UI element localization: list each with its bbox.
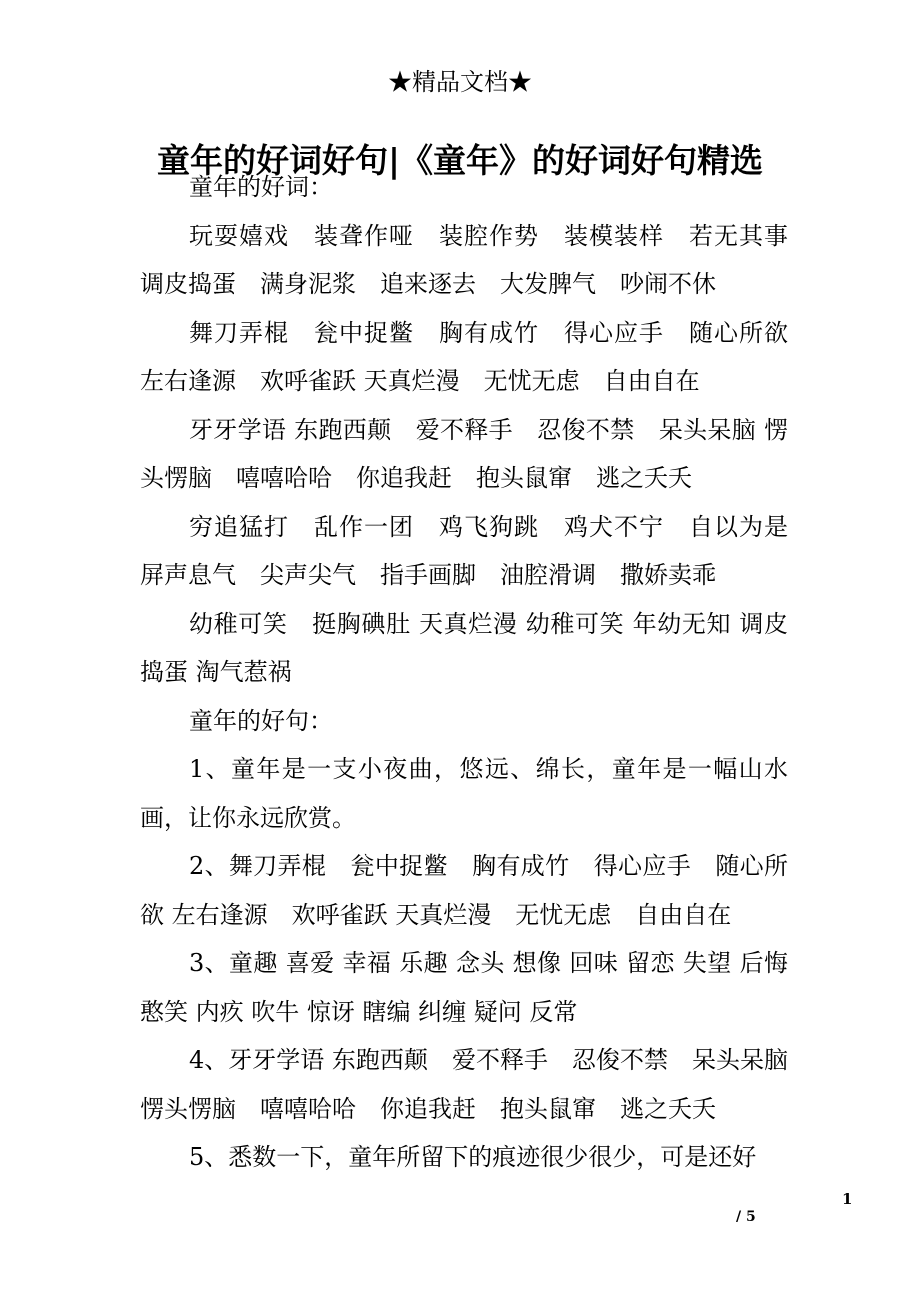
page-number: 1 (842, 1190, 853, 1208)
word-list-paragraph: 幼稚可笑 挺胸碘肚 天真烂漫 幼稚可笑 年幼无知 调皮捣蛋 淘气惹祸 (140, 609, 788, 686)
document-body (140, 163, 796, 1182)
word-list-paragraph: 牙牙学语 东跑西颠 爱不释手 忍俊不禁 呆头呆脑 愣头愣脑 嘻嘻哈哈 你追我赶 抱头鼠窜 逃之夭夭 (140, 415, 788, 492)
page-total: / 5 (736, 1209, 756, 1225)
word-list-paragraph: 玩耍嬉戏 装聋作哑 装腔作势 装模装样 若无其事 调皮捣蛋 满身泥浆 追来逐去 大发脾气 吵闹不休 (140, 221, 796, 298)
sentence-paragraph: 5、悉数一下，童年所留下的痕迹很少很少，可是还好 (189, 1143, 757, 1171)
sentence-paragraph: 4、牙牙学语 东跑西颠 爱不释手 忍俊不禁 呆头呆脑 愣头愣脑 嘻嘻哈哈 你追我赶 抱头鼠窜 逃之夭夭 (140, 1046, 796, 1123)
document-header: ★精品文档★ (388, 68, 532, 96)
sentence-paragraph: 2、舞刀弄棍 瓮中捉鳖 胸有成竹 得心应手 随心所欲 左右逢源 欢呼雀跃 天真烂漫 无忧无虑 自由自在 (140, 852, 788, 929)
section-heading-sentences: 童年的好句： (189, 706, 333, 735)
word-list-paragraph: 穷追猛打 乱作一团 鸡飞狗跳 鸡犬不宁 自以为是 屏声息气 尖声尖气 指手画脚 油腔滑调 撒娇卖乖 (140, 512, 796, 589)
sentence-paragraph: 1、童年是一支小夜曲，悠远、绵长，童年是一幅山水画，让你永远欣赏。 (140, 755, 788, 832)
document-title: 童年的好词好句|《童年》的好词好句精选 (156, 141, 763, 181)
section-heading-words: 童年的好词： (189, 173, 333, 201)
sentence-paragraph: 3、童趣 喜爱 幸福 乐趣 念头 想像 回味 留恋 失望 后悔 憨笑 内疚 吹牛 惊讶 瞎编 纠缠 疑问 反常 (140, 949, 796, 1026)
word-list-paragraph: 舞刀弄棍 瓮中捉鳖 胸有成竹 得心应手 随心所欲 左右逢源 欢呼雀跃 天真烂漫 无忧无虑 自由自在 (140, 318, 796, 395)
